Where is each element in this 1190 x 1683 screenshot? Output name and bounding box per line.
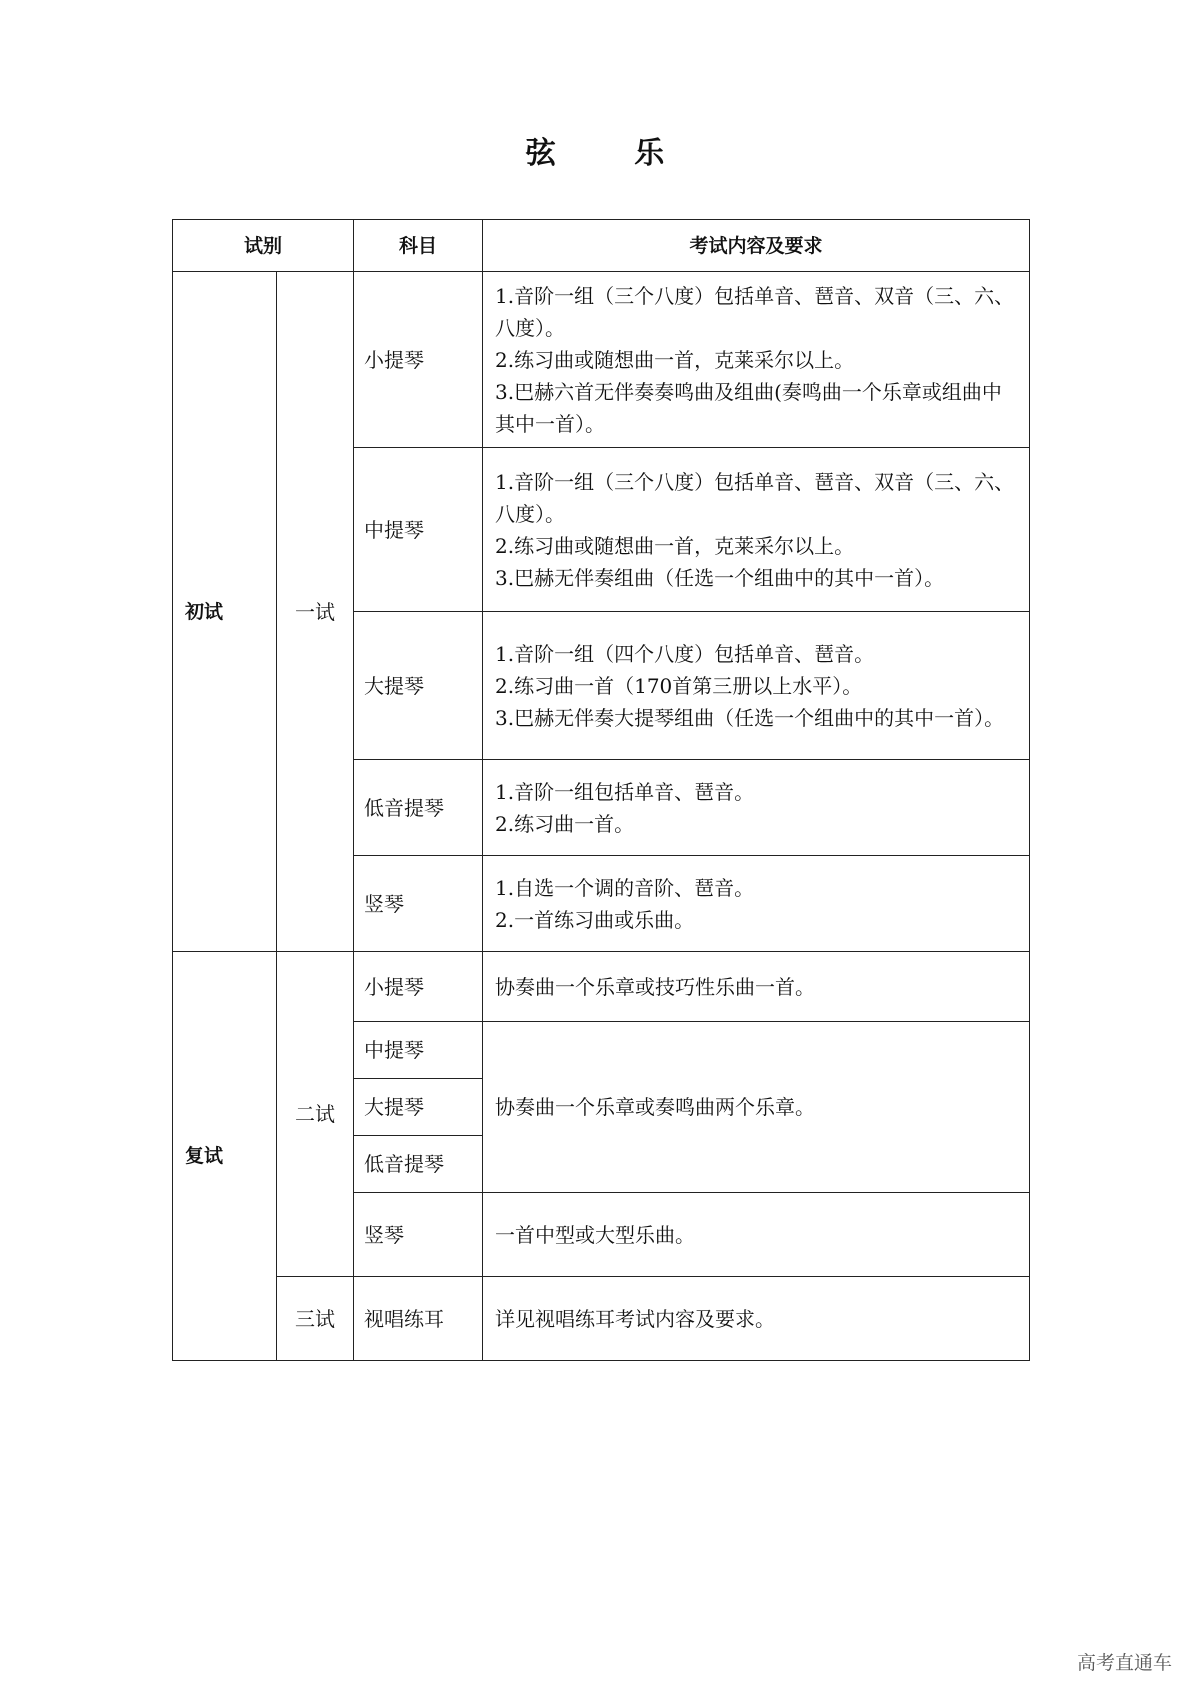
- subject-cell: 视唱练耳: [354, 1277, 483, 1361]
- content-line: 1.音阶一组包括单音、琶音。: [495, 779, 755, 804]
- table-row: [173, 1277, 1030, 1361]
- content-cell: 协奏曲一个乐章或技巧性乐曲一首。: [483, 952, 1030, 1022]
- content-line: 3.巴赫无伴奏组曲（任选一个组曲中的其中一首）。: [495, 565, 945, 590]
- content-line: 2.练习曲或随想曲一首，克莱采尔以上。: [495, 347, 855, 372]
- content-line: 3.巴赫无伴奏大提琴组曲（任选一个组曲中的其中一首）。: [495, 705, 1005, 730]
- content-line: 2.练习曲或随想曲一首，克莱采尔以上。: [495, 533, 855, 558]
- header-stage: 试别: [173, 220, 354, 272]
- stage-label: 初试: [173, 272, 277, 952]
- subject-cell: 低音提琴: [354, 760, 483, 856]
- content-cell: [483, 448, 1030, 612]
- subject-cell: 竖琴: [354, 856, 483, 952]
- content-line: 2.一首练习曲或乐曲。: [495, 907, 695, 932]
- table-row: [173, 952, 1030, 1022]
- subject-cell: 竖琴: [354, 1193, 483, 1277]
- content-line: 1.自选一个调的音阶、琶音。: [495, 875, 755, 900]
- header-subject: 科目: [354, 220, 483, 272]
- round-label: 三试: [277, 1277, 354, 1361]
- subject-cell: 中提琴: [354, 448, 483, 612]
- content-cell: [483, 272, 1030, 448]
- content-line: 1.音阶一组（三个八度）包括单音、琶音、双音（三、六、八度）。: [495, 469, 1015, 526]
- header-content: 考试内容及要求: [483, 220, 1030, 272]
- content-cell: [483, 612, 1030, 760]
- subject-cell: 小提琴: [354, 952, 483, 1022]
- subject-cell: 中提琴: [354, 1022, 483, 1079]
- subject-cell: 小提琴: [354, 272, 483, 448]
- content-line: 2.练习曲一首（170首第三册以上水平）。: [495, 673, 863, 698]
- content-line: 3.巴赫六首无伴奏奏鸣曲及组曲(奏鸣曲一个乐章或组曲中其中一首）。: [495, 379, 1002, 436]
- content-cell: 协奏曲一个乐章或奏鸣曲两个乐章。: [483, 1022, 1030, 1193]
- page-title: 弦 乐: [525, 136, 699, 171]
- content-cell: 详见视唱练耳考试内容及要求。: [483, 1277, 1030, 1361]
- content-line: 1.音阶一组（四个八度）包括单音、琶音。: [495, 641, 875, 666]
- content-line: 1.音阶一组（三个八度）包括单音、琶音、双音（三、六、八度）。: [495, 283, 1015, 340]
- table-header-row: [173, 220, 1030, 272]
- stage-label: 复试: [173, 952, 277, 1361]
- subject-cell: 大提琴: [354, 612, 483, 760]
- content-cell: 一首中型或大型乐曲。: [483, 1193, 1030, 1277]
- table-row: [173, 272, 1030, 448]
- round-label: 一试: [277, 272, 354, 952]
- content-cell: [483, 856, 1030, 952]
- subject-cell: 低音提琴: [354, 1136, 483, 1193]
- subject-cell: 大提琴: [354, 1079, 483, 1136]
- requirements-table: [172, 219, 1030, 1361]
- content-cell: [483, 760, 1030, 856]
- round-label: 二试: [277, 952, 354, 1277]
- content-line: 2.练习曲一首。: [495, 811, 635, 836]
- watermark-text: 高考直通车: [1076, 1652, 1172, 1674]
